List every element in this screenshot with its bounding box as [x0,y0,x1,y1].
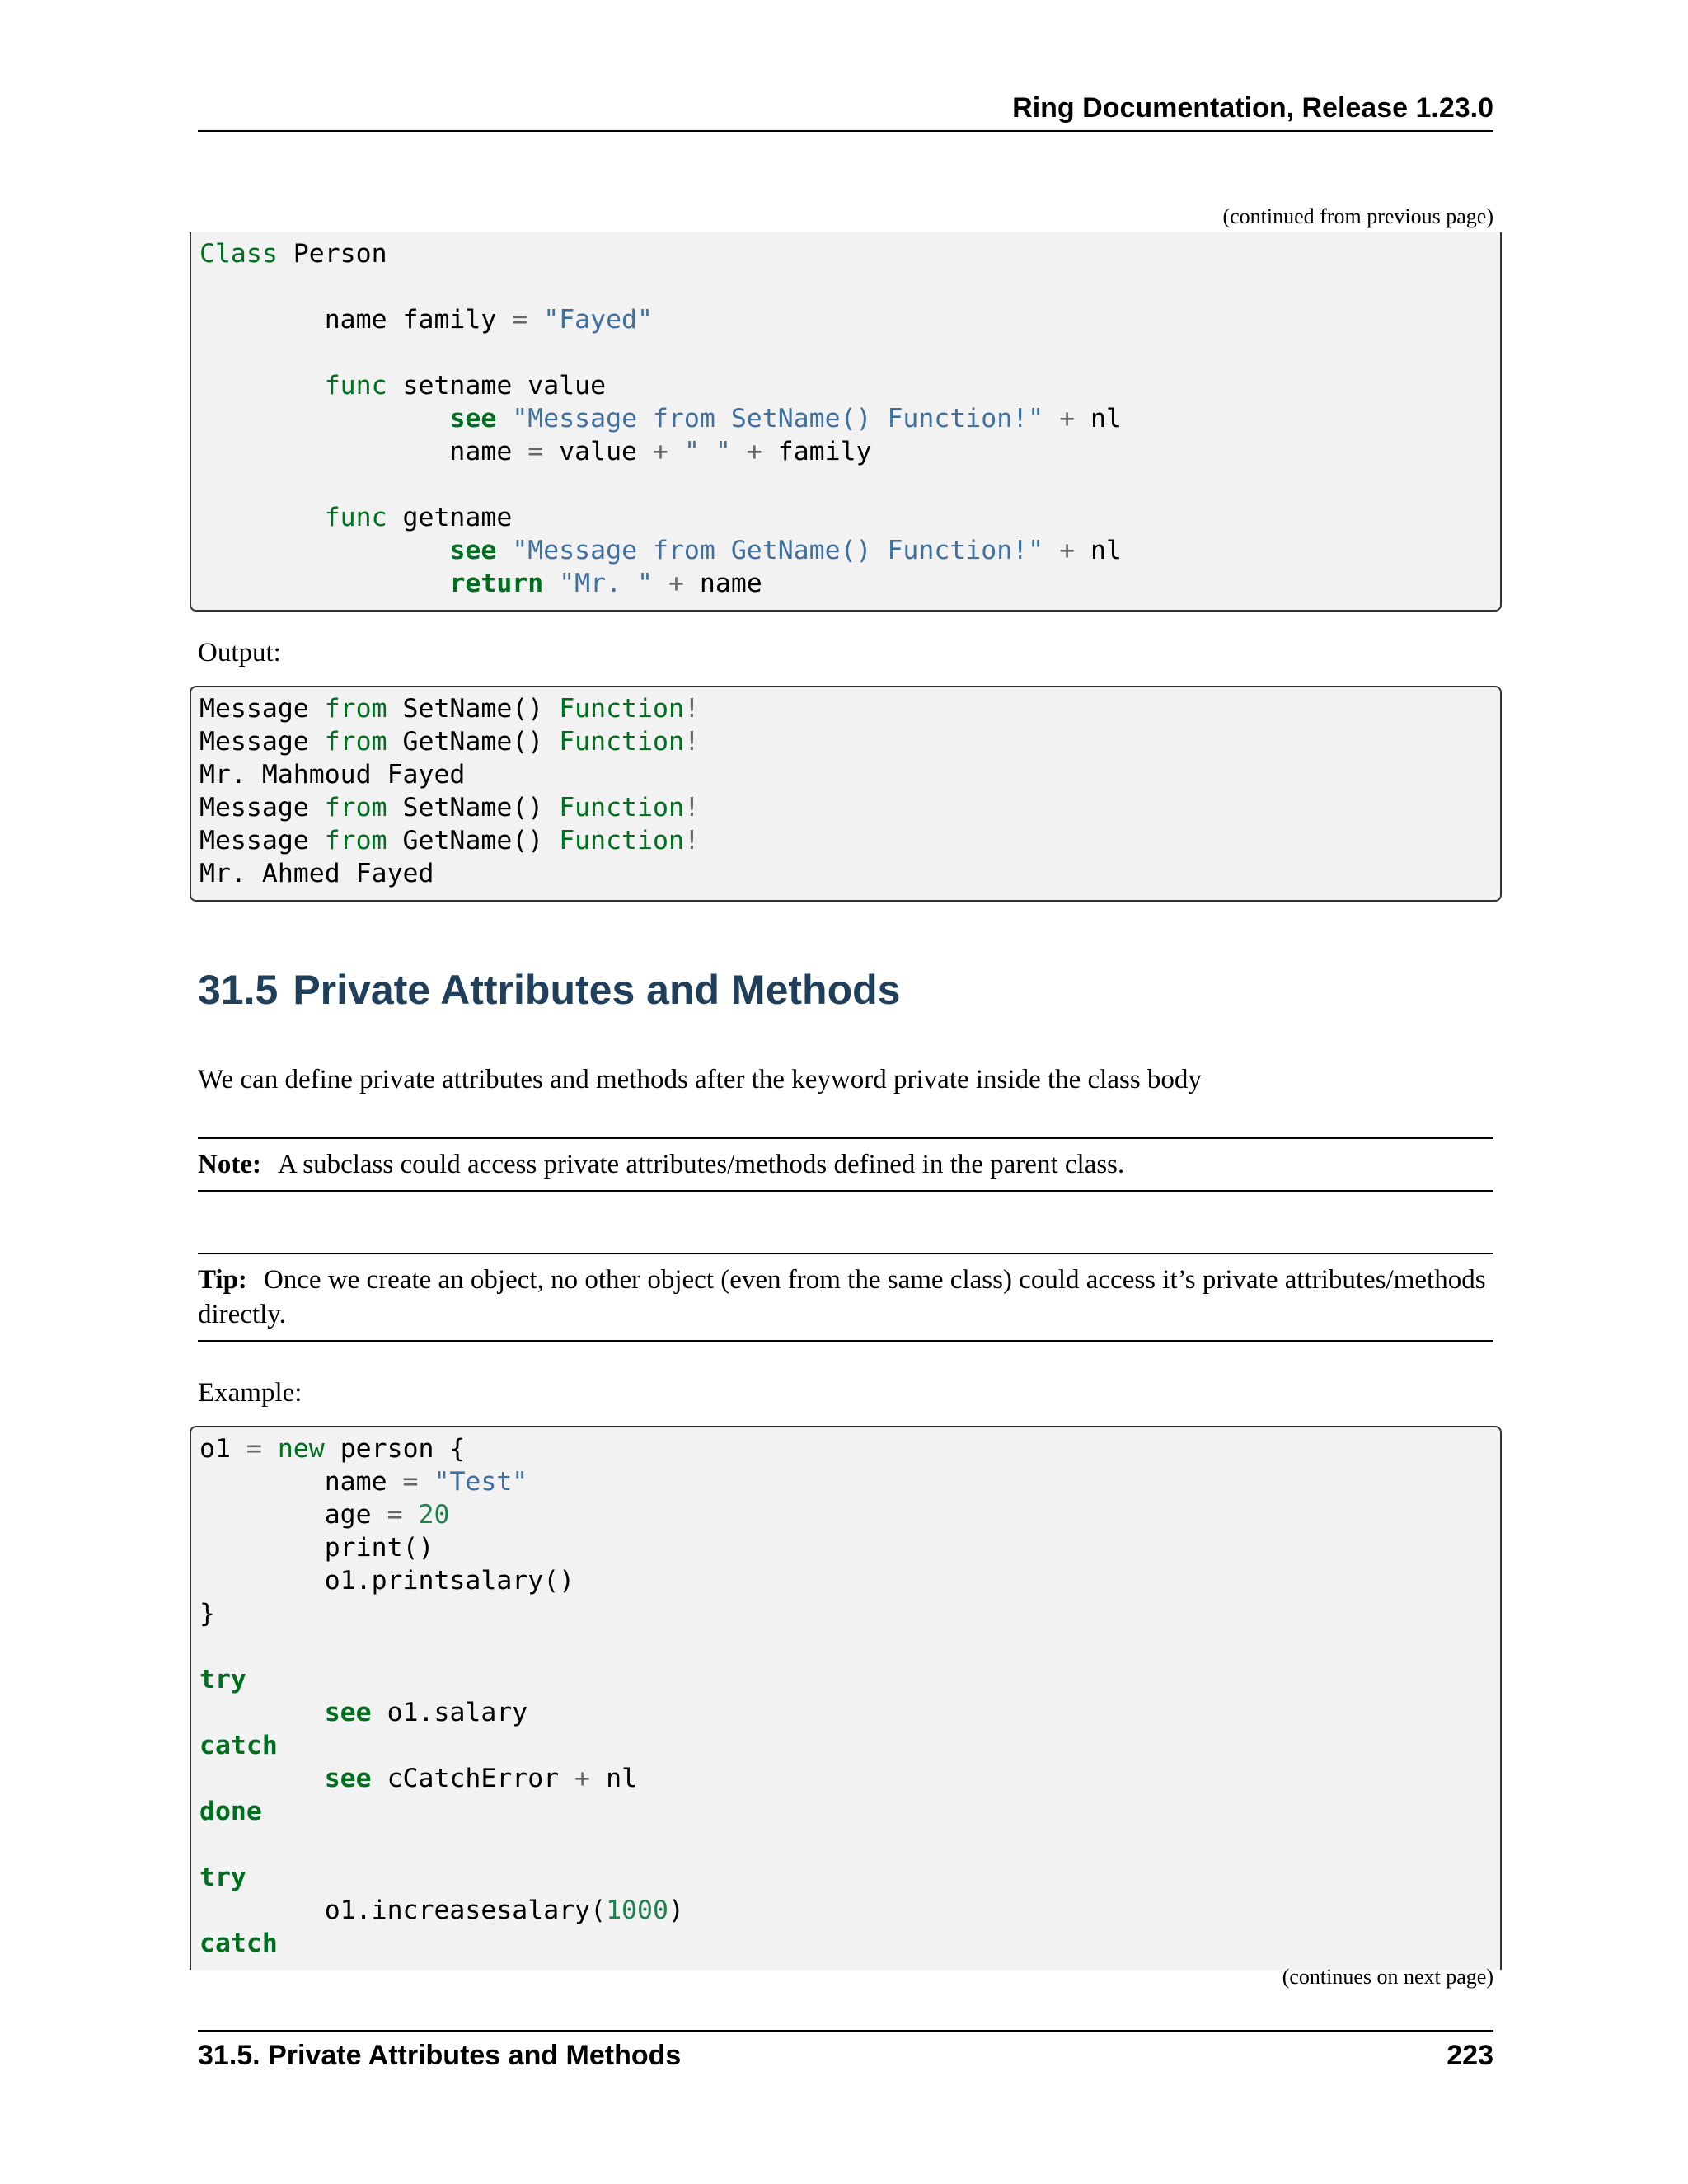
code-token: ! [683,793,700,823]
code-token: Person [277,239,387,269]
code-line [199,270,1500,303]
code-token: SetName() [387,793,560,823]
code-token: = [402,1467,419,1497]
code-token: + [1059,404,1076,434]
code-token: see [449,404,497,434]
code-token: catch [199,1929,278,1958]
code-token: age [199,1500,387,1530]
code-token [496,404,512,434]
code-token: name [683,569,762,598]
code-line [199,468,1500,501]
section-title: Private Attributes and Methods [293,967,901,1013]
code-token: + [1059,536,1076,565]
code-line [199,1729,1500,1762]
code-line [199,1828,1500,1861]
code-token: + [746,437,762,466]
code-token: nl [590,1764,638,1793]
code-token: Function [559,826,684,855]
code-line [199,1696,1500,1729]
code-token [199,1698,325,1727]
code-token: = [528,437,544,466]
code-token [199,371,325,401]
code-line [199,435,1500,468]
code-line [199,1861,1500,1894]
code-line [199,1663,1500,1696]
code-token: ! [683,826,700,855]
code-token: see [324,1698,372,1727]
code-token: "Mr. " [559,569,653,598]
code-token [1043,536,1059,565]
code-line [199,1927,1500,1960]
intro-paragraph: We can define private attributes and methods after the keyword private inside the class body [198,1065,1202,1094]
code-token: 20 [418,1500,450,1530]
code-line [199,567,1500,600]
code-token: "Test" [434,1467,528,1497]
code-line [199,402,1500,435]
code-token: setname value [387,371,607,401]
code-token: GetName() [387,826,560,855]
note-text: A subclass could access private attributes/methods defined in the parent class. [277,1150,1125,1179]
code-token: value [543,437,653,466]
code-token: "Fayed" [543,305,653,335]
code-token: = [512,305,528,335]
code-token: person { [324,1434,466,1464]
code-token: } [199,1599,215,1629]
code-line [199,1531,1500,1564]
code-line [199,534,1500,567]
code-token: Mr. Ahmed Fayed [199,859,434,888]
code-token: from [324,826,387,855]
code-token [199,404,449,434]
code-token: o1.printsalary() [199,1566,575,1596]
code-token: o1.increasesalary( [199,1896,607,1925]
code-token: Class [199,239,278,269]
code-token: see [324,1764,372,1793]
code-line [199,1630,1500,1663]
code-token: print() [199,1533,434,1563]
code-token: ! [683,694,700,724]
output-label: Output: [198,638,281,668]
code-token: getname [387,503,513,532]
code-token: nl [1075,536,1122,565]
code-token: name family [199,305,513,335]
note-box [198,1137,1493,1192]
code-token [199,569,449,598]
code-line [199,1894,1500,1927]
code-line [199,1564,1500,1597]
code-token [419,1467,434,1497]
example-label: Example: [198,1378,302,1408]
code-token: "Message from SetName() Function!" [512,404,1044,434]
code-line [199,1762,1500,1795]
code-token: func [324,371,387,401]
code-token: + [574,1764,591,1793]
code-token [496,536,512,565]
code-token: Function [559,694,684,724]
code-token: from [324,793,387,823]
continued-from-note: (continued from previous page) [1222,204,1493,228]
code-token: Function [559,727,684,757]
continues-on-note: (continues on next page) [1282,1965,1493,1989]
code-block-example [190,1426,1502,1970]
code-line [199,369,1500,402]
code-token: return [449,569,544,598]
code-line [199,1795,1500,1828]
code-line [199,501,1500,534]
code-token: = [387,1500,403,1530]
code-block-class-person [190,232,1502,612]
code-line [199,1498,1500,1531]
code-token: + [668,569,684,598]
code-line [199,1432,1500,1465]
code-line [199,303,1500,336]
code-token: Message [199,694,325,724]
code-token: + [653,437,668,466]
code-token: try [199,1863,246,1892]
code-token: func [324,503,387,532]
code-line [199,336,1500,369]
code-token: try [199,1665,246,1694]
code-line [199,692,1500,725]
tip-text: Once we create an object, no other object (even from the same class) could access it’s private attributes/methods directly. [198,1265,1486,1329]
code-token: o1 [199,1434,246,1464]
code-token: = [246,1434,262,1464]
code-token: nl [1075,404,1122,434]
code-token: SetName() [387,694,560,724]
note-label: Note: [198,1150,261,1179]
code-token: "Message from GetName() Function!" [512,536,1044,565]
code-token: name [199,1467,403,1497]
tip-label: Tip: [198,1265,247,1295]
code-line [199,1465,1500,1498]
code-token: see [449,536,497,565]
code-token: 1000 [606,1896,668,1925]
code-token [543,569,559,598]
code-token: Message [199,793,325,823]
code-token: " " [683,437,731,466]
code-token: GetName() [387,727,560,757]
code-block-output [190,686,1502,902]
code-token: Function [559,793,684,823]
code-token [668,437,684,466]
code-line [199,1597,1500,1630]
code-line [199,725,1500,758]
code-token: from [324,694,387,724]
code-token [199,1764,325,1793]
code-token: catch [199,1731,278,1760]
code-line [199,791,1500,824]
tip-box [198,1253,1493,1342]
code-token [731,437,747,466]
code-line [199,824,1500,857]
code-token: Mr. Mahmoud Fayed [199,760,466,790]
footer-section: 31.5. Private Attributes and Methods [198,2040,682,2071]
code-line [199,237,1500,270]
header-title: Ring Documentation, Release 1.23.0 [1012,92,1493,124]
code-token [199,503,325,532]
section-number: 31.5 [198,967,279,1013]
section-heading [198,966,900,1014]
code-token [528,305,543,335]
code-token: from [324,727,387,757]
code-token: family [762,437,872,466]
page-header [198,92,1493,132]
code-token [403,1500,419,1530]
code-token: cCatchError [371,1764,575,1793]
code-token: Message [199,826,325,855]
code-token: name [199,437,528,466]
code-token [653,569,668,598]
code-token: Message [199,727,325,757]
code-token: ! [683,727,700,757]
page-number: 223 [1447,2040,1493,2071]
code-line [199,758,1500,791]
code-token: new [277,1434,325,1464]
code-line [199,857,1500,890]
code-token [1043,404,1059,434]
code-token [199,536,449,565]
code-token [262,1434,278,1464]
code-token: ) [668,1896,684,1925]
code-token: o1.salary [371,1698,528,1727]
code-token: done [199,1797,262,1826]
page-footer [198,2030,1493,2072]
